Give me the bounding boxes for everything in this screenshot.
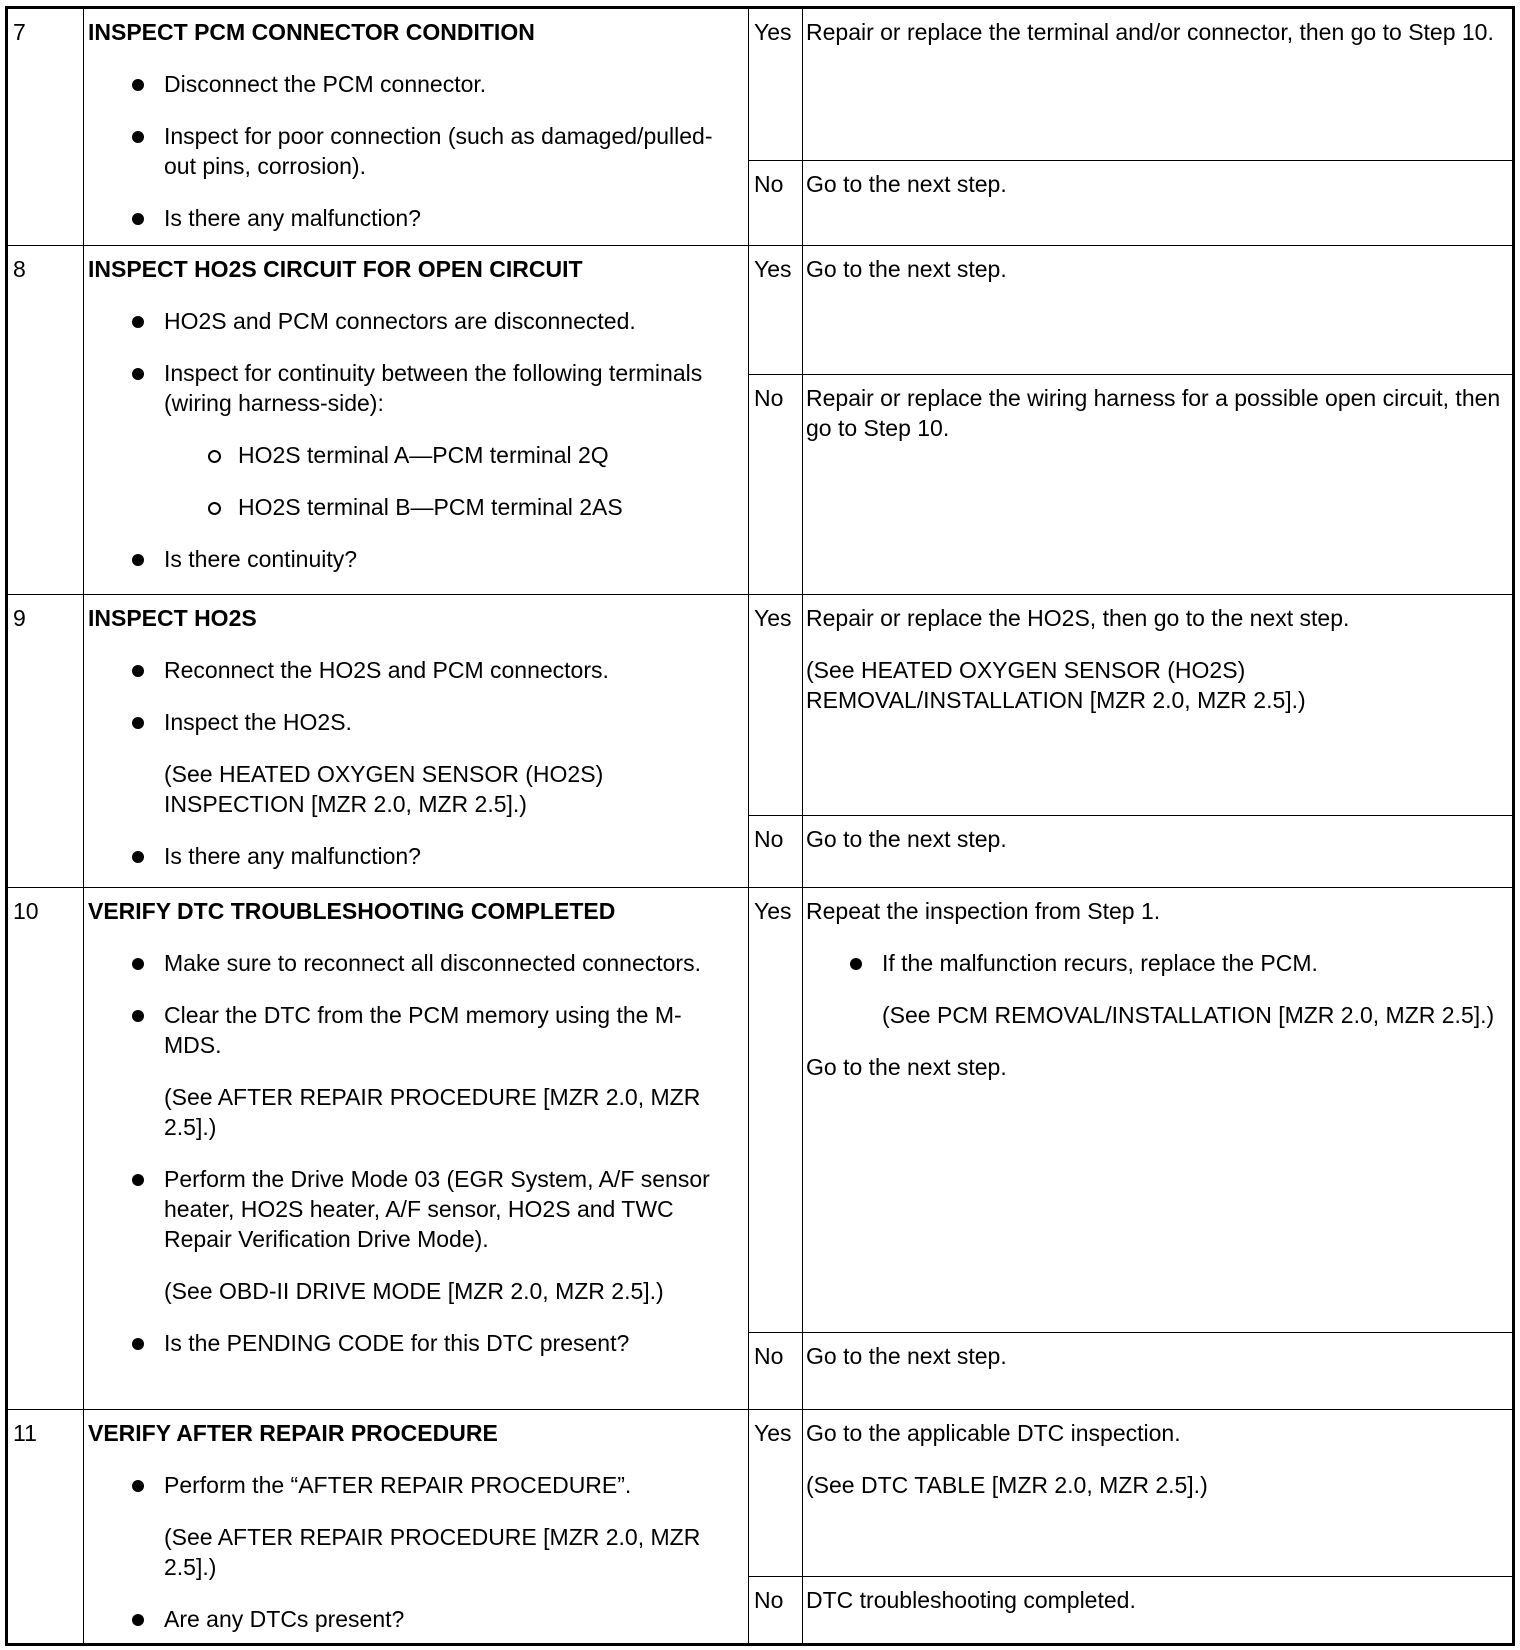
step-content: [88, 1418, 738, 1634]
result-no: [748, 1576, 1515, 1644]
no-action: Go to the next step.: [806, 1343, 1007, 1369]
step-content: [88, 603, 738, 871]
circle-bullet-icon: [208, 450, 221, 463]
table-row-step-10: [7, 887, 1513, 1409]
bullet-icon: [132, 213, 144, 225]
yes-action: Repair or replace the HO2S, then go to the next step. (See HEATED OXYGEN SENSOR (HO2S) REMOVAL/INSTALLATION [MZR 2.0, MZR 2.5].): [806, 603, 1506, 737]
result-yes: [748, 1410, 1515, 1576]
reference-note: (See DTC TABLE [MZR 2.0, MZR 2.5].): [806, 1472, 1208, 1498]
yes-label: Yes: [754, 1420, 792, 1446]
list-item: Is there continuity?: [88, 544, 738, 574]
no-label: No: [754, 385, 784, 411]
yes-action: Go to the next step.: [806, 256, 1007, 282]
yes-label: Yes: [754, 19, 792, 45]
bullet-icon: [132, 717, 144, 729]
reference-note: (See PCM REMOVAL/INSTALLATION [MZR 2.0, MZR 2.5].): [882, 1002, 1495, 1028]
step-title: INSPECT PCM CONNECTOR CONDITION: [88, 19, 535, 45]
step-number: 10: [13, 898, 39, 924]
bullet-icon: [132, 1338, 144, 1350]
sub-list-item: HO2S terminal A—PCM terminal 2Q: [88, 440, 738, 470]
no-action: DTC troubleshooting completed.: [806, 1587, 1136, 1613]
list-item: Clear the DTC from the PCM memory using the M-MDS.: [88, 1000, 738, 1060]
list-item: Are any DTCs present?: [88, 1604, 738, 1634]
yes-label: Yes: [754, 898, 792, 924]
yes-action: Repair or replace the terminal and/or connector, then go to Step 10.: [806, 19, 1494, 45]
bullet-icon: [132, 554, 144, 566]
result-no: [748, 160, 1515, 245]
bullet-icon: [132, 1174, 144, 1186]
step-content: [88, 254, 738, 574]
result-no: [748, 815, 1515, 888]
list-item: Reconnect the HO2S and PCM connectors.: [88, 655, 738, 685]
reference-note: (See HEATED OXYGEN SENSOR (HO2S) REMOVAL/INSTALLATION [MZR 2.0, MZR 2.5].): [806, 657, 1306, 713]
list-item: Perform the “AFTER REPAIR PROCEDURE”.: [88, 1470, 738, 1500]
list-item: If the malfunction recurs, replace the PCM.: [806, 948, 1506, 978]
step-content: [88, 17, 738, 233]
bullet-icon: [132, 665, 144, 677]
no-label: No: [754, 171, 784, 197]
list-item: Is there any malfunction?: [88, 203, 738, 233]
list-item: Make sure to reconnect all disconnected connectors.: [88, 948, 738, 978]
no-action: Go to the next step.: [806, 826, 1007, 852]
result-yes: [748, 888, 1515, 1332]
table-row-step-11: [7, 1409, 1513, 1643]
step-title: VERIFY AFTER REPAIR PROCEDURE: [88, 1420, 498, 1446]
no-action: Go to the next step.: [806, 171, 1007, 197]
step-content: [88, 896, 738, 1358]
step-number: 7: [13, 19, 26, 45]
step-title: INSPECT HO2S: [88, 605, 257, 631]
sub-list-item: HO2S terminal B—PCM terminal 2AS: [88, 492, 738, 522]
bullet-icon: [132, 1010, 144, 1022]
table-row-step-7: [7, 9, 1513, 245]
list-item: HO2S and PCM connectors are disconnected.: [88, 306, 738, 336]
reference-note: (See AFTER REPAIR PROCEDURE [MZR 2.0, MZR 2.5].): [164, 1524, 701, 1580]
result-yes: [748, 246, 1515, 374]
result-yes: [748, 9, 1515, 160]
bullet-icon: [132, 1614, 144, 1626]
circle-bullet-icon: [208, 502, 221, 515]
no-label: No: [754, 1343, 784, 1369]
bullet-icon: [132, 79, 144, 91]
result-no: [748, 1332, 1515, 1410]
yes-action: Repeat the inspection from Step 1. If the malfunction recurs, replace the PCM. (See PCM REMOVAL/INSTALLATION [MZR 2.0, MZR 2.5].) Go to the next step.: [806, 896, 1506, 1104]
reference-note: (See HEATED OXYGEN SENSOR (HO2S) INSPECTION [MZR 2.0, MZR 2.5].): [164, 761, 604, 817]
bullet-icon: [132, 958, 144, 970]
step-number: 11: [13, 1420, 37, 1446]
step-title: VERIFY DTC TROUBLESHOOTING COMPLETED: [88, 898, 616, 924]
no-action: Repair or replace the wiring harness for a possible open circuit, then go to Step 10.: [806, 385, 1501, 441]
table-row-step-9: [7, 594, 1513, 887]
bullet-icon: [132, 1480, 144, 1492]
yes-label: Yes: [754, 605, 792, 631]
reference-note: (See AFTER REPAIR PROCEDURE [MZR 2.0, MZR 2.5].): [164, 1084, 701, 1140]
result-yes: [748, 595, 1515, 815]
bullet-icon: [132, 368, 144, 380]
no-label: No: [754, 1587, 784, 1613]
list-item: Inspect for continuity between the following terminals (wiring harness-side):: [88, 358, 738, 418]
step-title: INSPECT HO2S CIRCUIT FOR OPEN CIRCUIT: [88, 256, 583, 282]
step-number: 8: [13, 256, 26, 282]
bullet-icon: [850, 958, 862, 970]
list-item: Inspect the HO2S.: [88, 707, 738, 737]
yes-label: Yes: [754, 256, 792, 282]
table-row-step-8: [7, 245, 1513, 594]
list-item: Is the PENDING CODE for this DTC present?: [88, 1328, 738, 1358]
list-item: Disconnect the PCM connector.: [88, 69, 738, 99]
list-item: Perform the Drive Mode 03 (EGR System, A/F sensor heater, HO2S heater, A/F sensor, HO2S and TWC Repair Verification Drive Mode).: [88, 1164, 738, 1254]
bullet-icon: [132, 316, 144, 328]
troubleshooting-table: [6, 6, 1514, 1646]
step-number: 9: [13, 605, 26, 631]
bullet-icon: [132, 851, 144, 863]
bullet-icon: [132, 131, 144, 143]
list-item: Is there any malfunction?: [88, 841, 738, 871]
no-label: No: [754, 826, 784, 852]
yes-action: Go to the applicable DTC inspection. (See DTC TABLE [MZR 2.0, MZR 2.5].): [806, 1418, 1506, 1522]
list-item: Inspect for poor connection (such as damaged/pulled-out pins, corrosion).: [88, 121, 738, 181]
reference-note: (See OBD-II DRIVE MODE [MZR 2.0, MZR 2.5].): [164, 1278, 664, 1304]
result-no: [748, 374, 1515, 595]
